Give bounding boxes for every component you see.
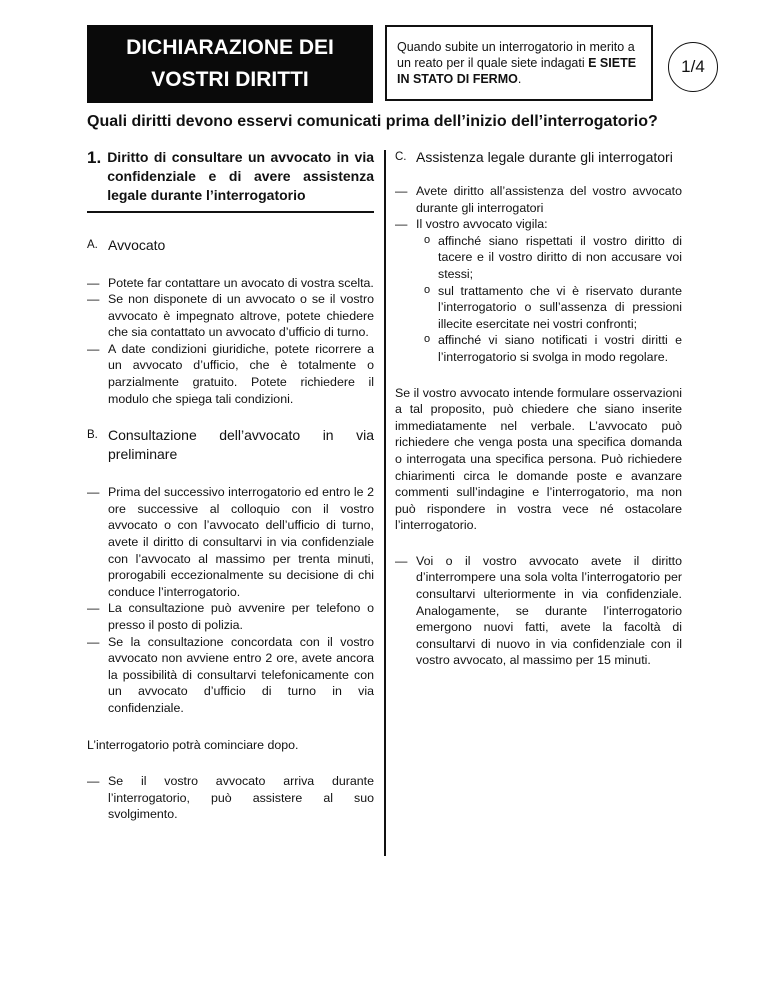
subsection-c-list: [395, 183, 682, 233]
lawyer-duties-list: [395, 233, 682, 366]
interrogation-start-text: L’interrogatorio potrà cominciare dopo.: [87, 737, 299, 752]
column-divider: [384, 150, 386, 856]
subsection-c-title: Assistenza legale durante gli interrogatori: [416, 149, 673, 165]
list-item: — Prima del successivo interrogatorio ed entro le 2 ore successive al colloquio con il vostro avvocato o con l’avvocato dell’ufficio di turno, avete il diritto di consultarvi in via confidenziale con l’avvocato al massimo per trenta minuti, prorogabili eccezionalmente su decisione di chi conduce l’interrogatorio.: [87, 484, 374, 600]
section-title: Diritto di consultare un avvocato in via confidenziale e di avere assistenza legale durante l’interrogatorio: [107, 149, 374, 203]
custody-note: [385, 25, 653, 101]
subsection-b-title: Consultazione dell’avvocato in via preliminare: [108, 427, 374, 463]
page-number: 1/4: [681, 56, 705, 76]
section-number: 1.: [87, 148, 102, 167]
subsection-a-letter: A.: [87, 238, 98, 251]
section-1-heading: [87, 146, 374, 205]
subsection-b-letter: B.: [87, 429, 98, 442]
right-column: [395, 146, 682, 669]
subsection-c-heading: [395, 148, 682, 167]
list-item: — Avete diritto all’assistenza del vostro avvocato durante gli interrogatori: [395, 183, 682, 216]
subsection-c-final-list: [395, 553, 682, 669]
sub-list-item: o sul trattamento che vi è riservato durante l’interrogatorio o sull’assenza di pressioni illecite esercitate nei vostri confronti;: [424, 283, 682, 333]
document-title-text: DICHIARAZIONE DEI VOSTRI DIRITTI: [126, 36, 334, 91]
left-column: [87, 146, 374, 823]
main-question: Quali diritti devono esservi comunicati prima dell’inizio dell’interrogatorio?: [87, 113, 658, 130]
page-number-badge: [668, 42, 718, 92]
custody-note-emphasis: E SIETE IN STATO DI FERMO: [397, 56, 637, 86]
subsection-b-list: [87, 484, 374, 716]
document-title: [87, 25, 373, 103]
list-item: — Se non disponete di un avvocato o se il vostro avvocato è impegnato altrove, potete chiedere che sia contattato un avvocato d’ufficio di turno.: [87, 291, 374, 341]
subsection-a-list: [87, 275, 374, 408]
list-item: — Se il vostro avvocato arriva durante l’interrogatorio, può assistere al suo svolgimento.: [87, 773, 374, 823]
subsection-a-heading: [87, 236, 374, 255]
list-item: — Voi o il vostro avvocato avete il diritto d’interrompere una sola volta l’interrogatorio per consultarvi ulteriormente in via confidenziale. Analogamente, se durante l’interrogatorio emergono nuovi fatti, avete la facoltà di consultarvi di nuovo in via confidenziale con il vostro avvocato, al massimo per 15 minuti.: [395, 553, 682, 669]
list-item: [395, 216, 682, 233]
subsection-a-title: Avvocato: [108, 236, 166, 253]
subsection-b-heading: [87, 426, 374, 464]
list-item: — Se la consultazione concordata con il vostro avvocato non avviene entro 2 ore, avete ancora la possibilità di consultarvi telefonicamente con un avvocato d’ufficio di turno in via confidenziale.: [87, 634, 374, 717]
list-item: — La consultazione può avvenire per telefono o presso il posto di polizia.: [87, 600, 374, 633]
sub-list-item: o affinché siano rispettati il vostro diritto di tacere e il vostro diritto di non accusare voi stessi;: [424, 233, 682, 283]
list-item-text: Il vostro avvocato vigila:: [416, 217, 548, 232]
observations-paragraph: Se il vostro avvocato intende formulare osservazioni a tal proposito, può chiedere che siano inserite immediatamente nel verbale. L’avvocato può richiedere che venga posta una specifica domanda o interrogata una specifica persona. Può richiedere chiarimenti circa le domande poste e avanzare commenti sull’indagine e l’interrogatorio, ma non può rispondere in vostra vece né ostacolare l’interrogatorio.: [395, 385, 682, 533]
sub-list-item: o affinché vi siano notificati i vostri diritti e l’interrogatorio si svolga in modo regolare.: [424, 332, 682, 365]
section-underline: [87, 211, 374, 213]
subsection-c-letter: C.: [395, 151, 407, 163]
list-item: — Potete far contattare un avocato di vostra scelta.: [87, 275, 374, 292]
custody-note-end: .: [517, 72, 522, 86]
list-item: — A date condizioni giuridiche, potete ricorrere a un avvocato d’ufficio, che è totalmente o parzialmente gratuito. Potete richiedere il modulo che spiega tali condizioni.: [87, 341, 374, 407]
subsection-b-final-list: [87, 773, 374, 823]
custody-note-text: Quando subite un interrogatorio in merito a un reato per il quale siete indagati: [397, 40, 635, 70]
